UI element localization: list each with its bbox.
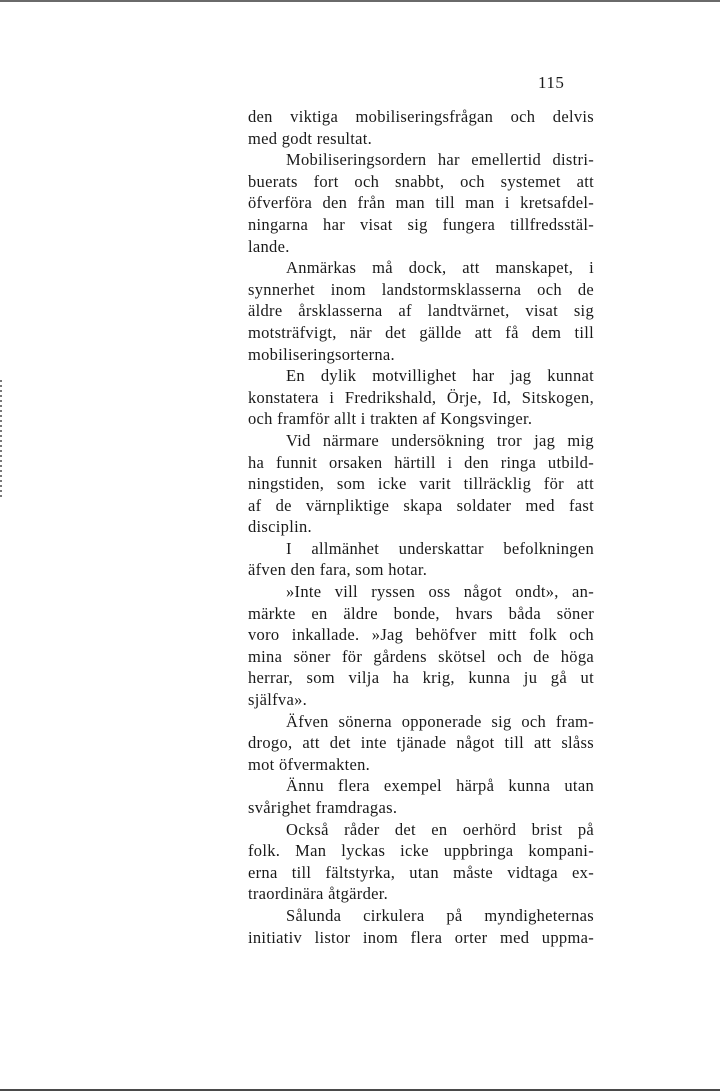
text-line: herrar, som vilja ha krig, kunna ju gå ut <box>248 668 594 688</box>
text-line: mina söner för gårdens skötsel och de höga <box>248 646 594 666</box>
text-line: folk. Man lyckas icke uppbringa kompani- <box>248 841 594 861</box>
paragraph-1 <box>248 106 594 149</box>
text-line: En dylik motvillighet har jag kunnat <box>286 366 594 386</box>
text-line: den viktiga mobiliseringsfrågan och delvis <box>248 107 594 126</box>
text-line: märkte en äldre bonde, hvars båda söner <box>248 603 594 623</box>
text-line: ningstiden, som icke varit tillräcklig för att <box>248 474 594 494</box>
top-edge-rule <box>0 0 720 2</box>
bottom-edge-rule <box>0 1089 720 1091</box>
text-line: äldre årsklasserna af landtvärnet, visat sig <box>248 301 594 321</box>
text-line: själfva». <box>248 690 308 710</box>
paragraph-4 <box>248 365 594 430</box>
left-binding-edge <box>0 380 2 500</box>
text-line: disciplin. <box>248 517 312 537</box>
text-line: voro inkallade. »Jag behöfver mitt folk och <box>248 625 594 645</box>
text-line: af de värnpliktige skapa soldater med fast <box>248 495 594 515</box>
text-line: buerats fort och snabbt, och systemet att <box>248 171 594 191</box>
paragraph-11 <box>248 905 594 948</box>
text-line: ningarna har visat sig fungera tillfredsstäl- <box>248 214 594 234</box>
text-line: Sålunda cirkulera på myndigheternas <box>286 905 594 925</box>
text-line: svårighet framdragas. <box>248 798 398 817</box>
text-line: med godt resultat. <box>248 128 373 148</box>
text-line: I allmänhet underskattar befolkningen <box>286 538 594 558</box>
text-line: drogo, att det inte tjänade något till att slåss <box>248 733 594 753</box>
text-line: och framför allt i trakten af Kongsvinger. <box>248 409 533 429</box>
paragraph-5 <box>248 430 594 538</box>
text-line: Också råder det en oerhörd brist på <box>286 819 594 839</box>
text-line: initiativ listor inom flera orter med uppma- <box>248 927 594 947</box>
text-line: lande. <box>248 236 290 256</box>
paragraph-10 <box>248 819 594 905</box>
text-line: Mobiliseringsordern har emellertid distri- <box>286 150 594 170</box>
page-number: 115 <box>538 73 565 92</box>
paragraph-2 <box>248 149 594 257</box>
text-line: synnerhet inom landstormsklasserna och de <box>248 279 594 299</box>
paragraph-6 <box>248 538 594 581</box>
text-line: Anmärkas må dock, att manskapet, i <box>286 258 594 278</box>
paragraph-3 <box>248 257 594 365</box>
text-line: öfverföra den från man till man i kretsafdel- <box>248 193 594 213</box>
text-line: Äfven sönerna opponerade sig och fram- <box>286 711 594 731</box>
paragraph-9 <box>248 775 594 818</box>
text-line: ha funnit orsaken härtill i den ringa utbild- <box>248 452 594 472</box>
text-line: äfven den fara, som hotar. <box>248 560 428 580</box>
text-line: mot öfvermakten. <box>248 754 371 774</box>
text-line: »Inte vill ryssen oss något ondt», an- <box>286 582 594 602</box>
paragraph-7 <box>248 581 594 711</box>
text-line: mobiliseringsorterna. <box>248 344 395 364</box>
text-line: Ännu flera exempel härpå kunna utan <box>286 776 594 796</box>
paragraph-8 <box>248 711 594 776</box>
text-line: traordinära åtgärder. <box>248 884 389 904</box>
text-line: konstatera i Fredrikshald, Örje, Id, Sitskogen, <box>248 387 594 407</box>
text-line: motsträfvigt, när det gällde att få dem till <box>248 322 594 342</box>
text-line: erna till fältstyrka, utan måste vidtaga ex- <box>248 862 594 882</box>
body-text <box>248 106 594 948</box>
text-line: Vid närmare undersökning tror jag mig <box>286 430 594 450</box>
